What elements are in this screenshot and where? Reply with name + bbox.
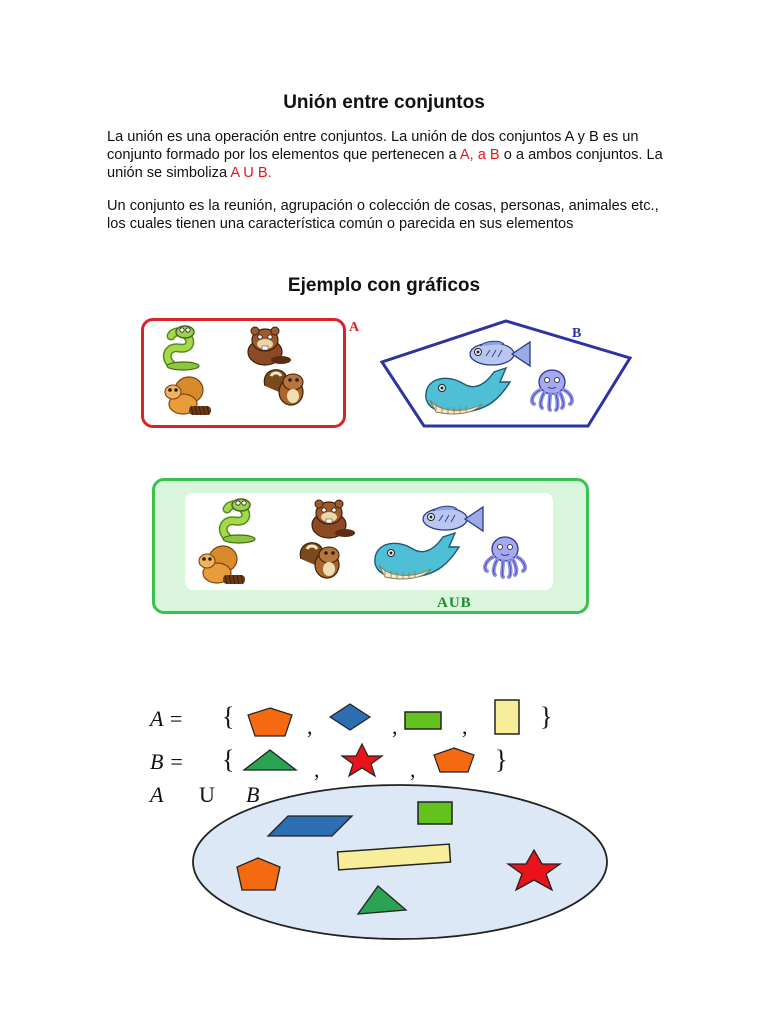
pentagon-icon: [434, 748, 474, 772]
set-a-label: A: [349, 320, 360, 335]
set-b-definition: B =: [150, 749, 184, 774]
definition-paragraph: [107, 128, 667, 182]
star-icon: [342, 744, 382, 776]
triangle-icon: [244, 750, 296, 770]
set-b-pentagon: [378, 318, 634, 430]
beaver-icon: [312, 500, 355, 538]
definition-highlight-sets: A, a B: [459, 147, 500, 163]
union-animals: [185, 493, 553, 590]
beaver-icon: [248, 327, 291, 365]
definition-text-1: La unión es una operación entre conjuntos. La unión de dos conjuntos A y B es un conjunto formado por los elementos que pertenecen a: [107, 129, 639, 163]
squirrel-icon: [199, 546, 245, 584]
union-a-symbol: A: [150, 782, 164, 807]
green-rectangle-icon: [418, 802, 452, 824]
pentagon-icon: [248, 708, 292, 736]
union-label: AUB: [437, 595, 472, 611]
set-b-label: B: [572, 326, 582, 341]
set-a-brace-close: }: [540, 702, 553, 731]
set-a-shapes: [240, 698, 540, 742]
union-inner-panel: [185, 493, 553, 590]
snake-icon: [223, 499, 255, 543]
set-a-definition: A =: [150, 706, 184, 731]
set-b-comma-2: ,: [410, 757, 416, 782]
fish-icon: [423, 506, 483, 531]
set-a-comma-2: ,: [392, 714, 398, 739]
yellow-rectangle-icon: [495, 700, 519, 734]
whale-icon: [375, 533, 459, 579]
green-rectangle-icon: [405, 712, 441, 729]
set-a-box: [141, 318, 346, 428]
union-u-symbol: U: [199, 782, 215, 807]
octopus-icon: [485, 537, 525, 577]
rhombus-icon: [330, 704, 370, 730]
chipmunk-icon: [264, 370, 303, 405]
set-b-comma-1: ,: [314, 757, 320, 782]
set-a-animals: [141, 318, 346, 428]
set-b-brace-close: }: [495, 745, 508, 774]
page-title: Unión entre conjuntos: [283, 92, 485, 113]
definition-text-2: o a ambos conjuntos. La unión se simboliza: [107, 147, 663, 181]
snake-icon: [167, 326, 199, 370]
set-b-brace-open: {: [222, 745, 235, 774]
union-b-symbol: B: [246, 782, 260, 807]
union-ellipse: [190, 782, 610, 942]
set-b-shapes: [240, 742, 500, 778]
set-a-brace-open: {: [222, 702, 235, 731]
set-a-comma-3: ,: [462, 714, 468, 739]
squirrel-icon: [165, 377, 211, 415]
union-box: [152, 478, 589, 614]
set-definition-paragraph: Un conjunto es la reunión, agrupación o colección de cosas, personas, animales etc., los cuales tienen una característica común o parecida en sus elementos: [107, 198, 659, 232]
example-title: Ejemplo con gráficos: [287, 275, 481, 296]
definition-highlight-symbol: A U B.: [230, 165, 272, 181]
chipmunk-icon: [300, 543, 339, 578]
set-a-comma-1: ,: [307, 714, 313, 739]
